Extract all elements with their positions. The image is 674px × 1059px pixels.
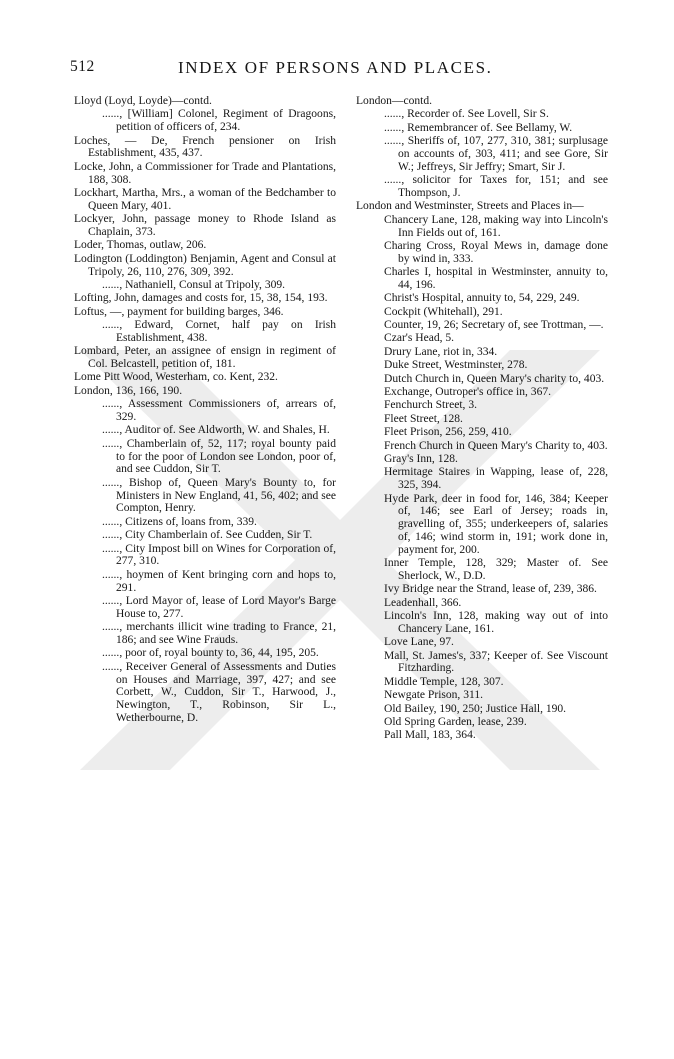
index-entry: Lodington (Loddington) Benjamin, Agent and Consul at Tripoly, 26, 110, 276, 309, 392. (74, 252, 336, 278)
index-entry: Counter, 19, 26; Secretary of, see Trottman, —. (384, 319, 604, 332)
index-entry: Gray's Inn, 128. (384, 452, 458, 465)
index-entry: Hyde Park, deer in food for, 146, 384; Keeper of, 146; see Earl of Jersey; roads in, gravelling of, 355; underkeepers of, salaries of, 146; wind storm in, 191; work done in, payment for, 200. (384, 492, 608, 556)
index-entry: ......, Assessment Commissioners of, arrears of, 329. (102, 398, 336, 424)
index-entry: ......, Receiver General of Assessments and Duties on Houses and Marriage, 397, 427; and see Corbett, W., Cuddon, Sir T., Harwood, J., Newington, T., Robinson, Sir L., Wetherbourne, D. (102, 660, 336, 724)
index-entry: ......, hoymen of Kent bringing corn and hops to, 291. (102, 568, 336, 594)
column-heading: Lloyd (Loyd, Loyde)—contd. (74, 95, 212, 107)
index-entry: ......, City Chamberlain of. See Cudden, Sir T. (102, 529, 313, 542)
index-entry: Exchange, Outroper's office in, 367. (384, 386, 552, 399)
index-entry: ......, Bishop of, Queen Mary's Bounty to, for Ministers in New England, 41, 56, 402; and see Compton, Henry. (102, 476, 336, 515)
index-entry: Mall, St. James's, 337; Keeper of. See Viscount Fitzharding. (384, 649, 608, 675)
index-entry: ......, Chamberlain of, 52, 117; royal bounty paid to for the poor of London see London, poor of, and see Cuddon, Sir T. (102, 437, 336, 476)
page-number: 512 (70, 58, 95, 75)
index-entry: Lockyer, John, passage money to Rhode Island as Chaplain, 373. (74, 213, 336, 238)
entry-list (74, 108, 336, 724)
index-entry: Lockhart, Martha, Mrs., a woman of the Bedchamber to Queen Mary, 401. (74, 186, 336, 212)
index-entry: Loches, — De, French pensioner on Irish Establishment, 435, 437. (74, 134, 336, 160)
index-entry: Newgate Prison, 311. (384, 689, 483, 702)
index-entry: ......, Nathaniell, Consul at Tripoly, 309. (102, 278, 286, 291)
index-entry: Chancery Lane, 128, making way into Lincoln's Inn Fields out of, 161. (384, 213, 608, 239)
index-entry: London, 136, 166, 190. (74, 384, 183, 397)
index-entry: ......, [William] Colonel, Regiment of Dragoons, petition of officers of, 234. (102, 108, 336, 134)
index-entry: Hermitage Staires in Wapping, lease of, 228, 325, 394. (384, 466, 608, 492)
index-entry: Lombard, Peter, an assignee of ensign in regiment of Col. Belcastell, petition of, 181. (74, 345, 336, 371)
index-entry: ......, Edward, Cornet, half pay on Irish Establishment, 438. (102, 319, 336, 344)
index-entry: ......, merchants illicit wine trading to France, 21, 186; and see Wine Frauds. (102, 621, 336, 646)
right-column (356, 95, 608, 743)
index-entry: ......, poor of, royal bounty to, 36, 44, 195, 205. (102, 647, 319, 660)
index-entry: Locke, John, a Commissioner for Trade and Plantations, 188, 308. (74, 160, 336, 186)
index-entry: Fleet Prison, 256, 259, 410. (384, 426, 512, 439)
index-entry: Drury Lane, riot in, 334. (384, 345, 498, 358)
index-entry: ......, Sheriffs of, 107, 277, 310, 381; surplusage on accounts of, 303, 411; and see Gore, Sir W.; Jeffreys, Sir Jeffry; Smart, Sir J. (384, 135, 608, 173)
column-heading: London—contd. (356, 95, 433, 107)
index-entry: Christ's Hospital, annuity to, 54, 229, 249. (384, 292, 580, 305)
index-entry: Lincoln's Inn, 128, making way out of into Chancery Lane, 161. (384, 610, 608, 635)
index-entry: Inner Temple, 128, 329; Master of. See Sherlock, W., D.D. (384, 557, 608, 582)
index-entry: Old Bailey, 190, 250; Justice Hall, 190. (384, 702, 567, 715)
index-entry: Duke Street, Westminster, 278. (384, 359, 528, 372)
index-entry: Middle Temple, 128, 307. (384, 675, 504, 688)
index-entry: Fenchurch Street, 3. (384, 399, 477, 412)
index-entry: Leadenhall, 366. (384, 596, 462, 609)
index-entry: Lofting, John, damages and costs for, 15, 38, 154, 193. (74, 292, 328, 305)
index-entry: ......, Remembrancer of. See Bellamy, W. (384, 121, 573, 134)
index-entry: ......, Recorder of. See Lovell, Sir S. (384, 108, 549, 121)
index-entry: Old Spring Garden, lease, 239. (384, 716, 527, 729)
index-entry: French Church in Queen Mary's Charity to, 403. (384, 439, 608, 452)
index-entry: Charing Cross, Royal Mews in, damage done by wind in, 333. (384, 239, 608, 265)
index-entry: Loftus, —, payment for building barges, 346. (74, 305, 284, 318)
index-entry: Cockpit (Whitehall), 291. (384, 305, 503, 318)
index-entry: Pall Mall, 183, 364. (384, 729, 476, 742)
index-entry: ......, City Impost bill on Wines for Corporation of, 277, 310. (102, 542, 336, 568)
index-entry: London and Westminster, Streets and Places in— (356, 200, 584, 213)
index-entry: Love Lane, 97. (384, 636, 454, 649)
index-entry: ......, Citizens of, loans from, 339. (102, 515, 257, 528)
index-entry: Ivy Bridge near the Strand, lease of, 239, 386. (384, 583, 597, 596)
index-entry: Fleet Street, 128. (384, 412, 463, 425)
index-entry: ......, Auditor of. See Aldworth, W. and Shales, H. (102, 424, 330, 437)
index-entry: ......, Lord Mayor of, lease of Lord Mayor's Barge House to, 277. (102, 594, 336, 620)
index-entry: Charles I, hospital in Westminster, annuity to, 44, 196. (384, 266, 608, 291)
index-entry: Loder, Thomas, outlaw, 206. (74, 239, 207, 252)
index-entry: ......, solicitor for Taxes for, 151; and see Thompson, J. (384, 174, 608, 199)
page-header (0, 58, 674, 80)
running-title: INDEX OF PERSONS AND PLACES. (178, 58, 493, 77)
index-entry: Dutch Church in, Queen Mary's charity to, 403. (384, 372, 605, 385)
left-column (74, 95, 336, 725)
entry-list (356, 108, 608, 742)
index-entry: Lome Pitt Wood, Westerham, co. Kent, 232. (74, 371, 278, 384)
index-entry: Czar's Head, 5. (384, 332, 455, 345)
